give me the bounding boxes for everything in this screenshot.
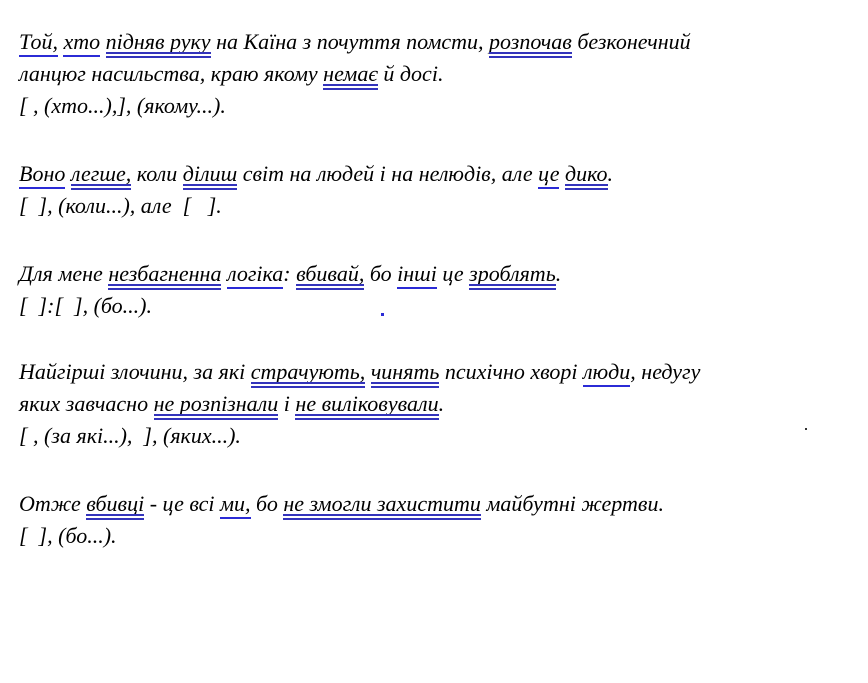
plain-text: , недугу <box>630 359 701 384</box>
subject: ми, <box>220 488 251 520</box>
plain-text: це <box>436 261 470 286</box>
subject: Воно <box>19 158 65 190</box>
predicate: незбагненна <box>108 258 221 290</box>
sentence-1-scheme: [ , (хто...),], (якому...). <box>19 93 226 118</box>
predicate: вбивці <box>86 488 144 520</box>
stray-dot <box>381 313 384 316</box>
predicate: не виліковували <box>295 388 438 420</box>
plain-text: . <box>607 161 614 186</box>
sentence-3-scheme: [ ]:[ ], (бо...). <box>19 293 152 318</box>
plain-text: на Каїна з почуття помсти, <box>210 29 490 54</box>
sentence-4-scheme: [ , (за які...), ], (яких...). <box>19 423 241 448</box>
plain-text: Найгірші злочини, за які <box>19 359 251 384</box>
plain-text: бо <box>364 261 398 286</box>
stray-dot <box>805 428 807 430</box>
predicate: дико <box>565 158 608 190</box>
sentence-3-line-1 <box>19 258 561 290</box>
sentence-1-line-1 <box>19 26 691 58</box>
predicate: легше, <box>71 158 131 190</box>
plain-text: ланцюг насильства, краю якому <box>19 61 324 86</box>
predicate: не змогли захистити <box>283 488 481 520</box>
plain-text: коли <box>131 161 183 186</box>
predicate: розпочав <box>489 26 572 58</box>
subject: логіка <box>227 258 283 290</box>
plain-text: безконечний <box>571 29 691 54</box>
sentence-2-line-1 <box>19 158 613 190</box>
predicate: підняв руку <box>106 26 211 58</box>
subject: люди <box>583 356 630 388</box>
plain-text: - це всі <box>144 491 220 516</box>
predicate: не розпізнали <box>154 388 279 420</box>
sentence-5-line-1 <box>19 488 664 520</box>
plain-text: світ на людей і на нелюдів, але <box>237 161 539 186</box>
sentence-2-scheme: [ ], (коли...), але [ ]. <box>19 193 222 218</box>
plain-text: і <box>278 391 296 416</box>
plain-text: Для мене <box>19 261 109 286</box>
subject: Той, <box>19 26 58 58</box>
predicate: зроблять <box>469 258 556 290</box>
plain-text: . <box>438 391 445 416</box>
plain-text: : <box>283 261 297 286</box>
sentence-5-scheme: [ ], (бо...). <box>19 523 117 548</box>
predicate: немає <box>323 58 378 90</box>
plain-text: яких завчасно <box>19 391 154 416</box>
predicate: страчують, <box>251 356 366 388</box>
sentence-1-line-2 <box>19 58 443 90</box>
predicate: чинять <box>371 356 440 388</box>
predicate: вбивай, <box>296 258 364 290</box>
subject: хто <box>63 26 100 58</box>
plain-text: бо <box>250 491 284 516</box>
plain-text: . <box>437 61 444 86</box>
subject: інші <box>397 258 437 290</box>
plain-text: й досі <box>383 61 438 86</box>
plain-text: психічно хворі <box>439 359 584 384</box>
plain-text: майбутні жертви. <box>480 491 664 516</box>
plain-text: . <box>555 261 562 286</box>
predicate: ділиш <box>183 158 237 190</box>
subject: це <box>538 158 559 190</box>
sentence-4-line-1 <box>19 356 700 388</box>
plain-text: Отже <box>19 491 87 516</box>
sentence-4-line-2 <box>19 388 444 420</box>
